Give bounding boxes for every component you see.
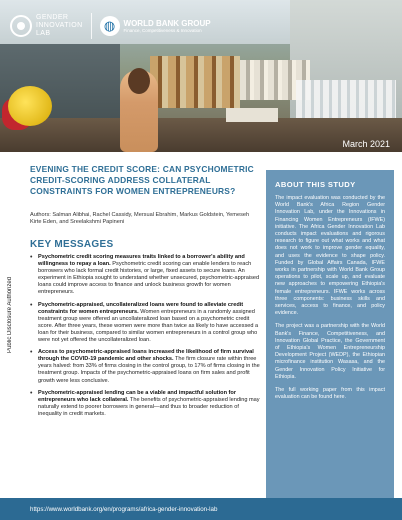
footer-link[interactable]: https://www.worldbank.org/en/programs/africa-gender-innovation-lab bbox=[30, 505, 218, 513]
about-study-sidebar bbox=[266, 170, 394, 498]
page-title: EVENING THE CREDIT SCORE: CAN PSYCHOMETRIC CREDIT-SCORING ADDRESS COLLATERAL CONSTRAINTS FOR WOMEN ENTREPRENEURS? bbox=[30, 164, 254, 196]
publication-date: March 2021 bbox=[342, 139, 390, 149]
sidebar-paragraph: The impact evaluation was conducted by the World Bank's Africa Region Gender Innovation Lab, under the Innovations in Financing Women Entrepreneurs (IFWE) initiative. The Africa Gender Innovation Lab conducts impact evaluations and rigorous research to figure out what works and what does not work to improve gender equality, and uses the evidence to shape policy. Funded by Global Affairs Canada, IFWE works in partnership with World Bank Group operations to pilot, scale up, and evaluate new approaches to empowering Ethiopia's female entrepreneurs. IFWE works across three components: business skills and services, access to finance, and policy evidence. bbox=[275, 195, 385, 317]
authors-line: Authors: Salman Alibhai, Rachel Cassidy, Mersual Ebrahim, Markus Goldstein, Yemeseh Kirte Eden, and Sreelakshmi Papineni bbox=[30, 212, 250, 226]
world-bank-group-wordmark: WORLD BANK GROUP bbox=[123, 19, 211, 28]
globe-icon: ◍ bbox=[100, 16, 120, 36]
photo-woman-head bbox=[128, 68, 150, 94]
key-message-item: • Psychometric-appraised, uncollateralized loans were found to alleviate credit constraints for women entrepreneurs. Women entrepreneurs in a randomly assigned treatment group were offered an uncollateralized loan based on a psychometric credit score. After three years, these women were more than twice as likely to have accessed a loan for their business, compared to similar women entrepreneurs in a control group who were not yet offered the uncollateralized loan. bbox=[30, 302, 262, 345]
sidebar-heading: ABOUT THIS STUDY bbox=[275, 180, 356, 189]
sidebar-paragraph: The project was a partnership with the World Bank's Finance, Competitiveness, and Innovation Global Practice, the Government of Ethiopia's Women Entrepreneurship Development Project (WEDP), the Ethiopian microfinance institution Wasasa, and the Gender Innovation Policy Initiative for Ethiopia. bbox=[275, 323, 385, 380]
photo-yellow-basin bbox=[8, 86, 52, 126]
photo-sign bbox=[226, 108, 278, 122]
logo-bar bbox=[10, 8, 211, 44]
world-bank-group-logo bbox=[100, 16, 211, 36]
key-message-item: • Psychometric credit scoring measures traits linked to a borrower's ability and willingness to repay a loan. Psychometric credit scoring can enable lenders to reach borrowers who lack formal credit histories, or large, fixed assets to secure loans. An experiment in Ethiopia sought to understand whether unsecured, psychometric-appraised loans could improve access to finance and unlock business growth for women entrepreneurs. bbox=[30, 254, 262, 297]
gender-innovation-lab-wordmark: GENDER INNOVATION LAB bbox=[36, 14, 83, 37]
key-message-item: • Access to psychometric-appraised loans increased the likelihood of firm survival through the COVID-19 pandemic and other shocks. The firm closure rate within three years halved: from 33% of firms closing in the control group, to 17% of firms closing in the treatment group. Impacts of the psychometric-appraised loans on firm sales and profit growth were less conclusive. bbox=[30, 349, 262, 384]
sidebar-paragraph: The full working paper from this impact evaluation can be found here. bbox=[275, 387, 385, 401]
photo-shelf bbox=[150, 56, 240, 108]
world-bank-group-subtitle: Finance, Competitiveness & Innovation bbox=[123, 28, 202, 33]
gender-innovation-lab-logo bbox=[10, 14, 83, 38]
disclosure-label: Public Disclosure Authorized bbox=[7, 276, 13, 354]
key-messages-list bbox=[30, 254, 262, 423]
gender-innovation-lab-icon bbox=[10, 15, 32, 37]
footer-bar bbox=[0, 498, 402, 520]
key-messages-heading: KEY MESSAGES bbox=[30, 239, 114, 250]
key-message-item: • Psychometric-appraised lending can be a viable and impactful solution for entrepreneurs who lack collateral. The benefits of psychometric-appraised lending may naturally extend to poorer borrowers in general—and thus to broader reduction of inequality in credit markets. bbox=[30, 390, 262, 418]
logo-divider bbox=[91, 13, 92, 39]
